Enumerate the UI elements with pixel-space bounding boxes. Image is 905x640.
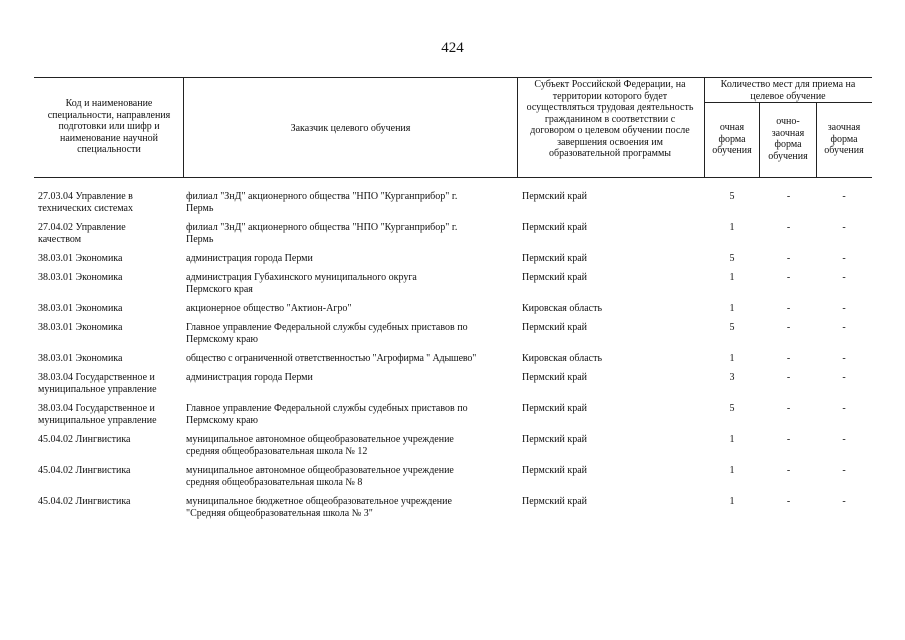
row-customer: администрация города Перми (186, 372, 313, 383)
row-customer: акционерное общество "Актион-Агро" (186, 303, 352, 314)
row-distance: - (842, 222, 846, 233)
row-part-time: - (786, 222, 791, 233)
row-region: Пермский край (522, 272, 587, 283)
row-full-time: 5 (729, 191, 735, 202)
row-region: Кировская область (522, 303, 603, 314)
row-code: 45.04.02 Лингвистика (38, 465, 131, 476)
row-part-time: - (786, 434, 791, 445)
row-part-time: - (786, 191, 791, 202)
row-distance: - (842, 191, 846, 202)
header-top-rule (34, 77, 872, 78)
header-bottom-rule (34, 177, 872, 178)
row-customer: администрация Губахинского муниципального округа Пермского края (186, 272, 417, 295)
row-customer: муниципальное бюджетное общеобразовательное учреждение "Средняя общеобразовательная школа № 3" (186, 496, 452, 519)
col-divider-4 (759, 102, 760, 177)
row-full-time: 1 (729, 303, 735, 314)
row-code: 45.04.02 Лингвистика (38, 496, 131, 507)
row-part-time: - (786, 322, 791, 333)
row-region: Кировская область (522, 353, 603, 364)
row-full-time: 1 (729, 465, 735, 476)
row-full-time: 3 (729, 372, 735, 383)
row-distance: - (842, 322, 846, 333)
header-distance: заочная форма обучения (824, 122, 864, 156)
row-customer: общество с ограниченной ответственностью "Агрофирма " Адышево" (186, 353, 477, 364)
header-part-time: очно-заочная форма обучения (768, 116, 808, 162)
row-customer: Главное управление Федеральной службы судебных приставов по Пермскому краю (186, 322, 468, 345)
row-code: 38.03.04 Государственное и муниципальное управление (38, 403, 157, 426)
row-distance: - (842, 353, 846, 364)
row-code: 38.03.01 Экономика (38, 303, 123, 314)
row-full-time: 5 (729, 322, 735, 333)
row-full-time: 1 (729, 353, 735, 364)
row-code: 38.03.01 Экономика (38, 272, 123, 283)
row-code: 38.03.01 Экономика (38, 253, 123, 264)
row-full-time: 1 (729, 496, 735, 507)
header-customer: Заказчик целевого обучения (290, 123, 411, 134)
row-customer: филиал "ЗнД" акционерного общества "НПО "Курганприбор" г. Пермь (186, 191, 458, 214)
row-code: 38.03.04 Государственное и муниципальное управление (38, 372, 157, 395)
row-part-time: - (786, 465, 791, 476)
row-distance: - (842, 253, 846, 264)
row-customer: муниципальное автономное общеобразовательное учреждение средняя общеобразовательная школа № 12 (186, 434, 454, 457)
row-region: Пермский край (522, 465, 587, 476)
row-part-time: - (786, 253, 791, 264)
row-distance: - (842, 434, 846, 445)
header-code: Код и наименование специальности, направления подготовки или шифр и наименование научной специальности (47, 98, 171, 155)
row-full-time: 5 (729, 403, 735, 414)
row-full-time: 1 (729, 434, 735, 445)
row-distance: - (842, 303, 846, 314)
col-divider-5 (816, 102, 817, 177)
header-full-time: очная форма обучения (712, 122, 752, 156)
row-customer: Главное управление Федеральной службы судебных приставов по Пермскому краю (186, 403, 468, 426)
row-region: Пермский край (522, 222, 587, 233)
row-code: 38.03.01 Экономика (38, 353, 123, 364)
row-region: Пермский край (522, 322, 587, 333)
row-customer: администрация города Перми (186, 253, 313, 264)
row-distance: - (842, 372, 846, 383)
row-distance: - (842, 496, 846, 507)
row-region: Пермский край (522, 253, 587, 264)
row-part-time: - (786, 403, 791, 414)
row-customer: муниципальное автономное общеобразовательное учреждение средняя общеобразовательная школа № 8 (186, 465, 454, 488)
header-places: Количество мест для приема на целевое обучение (720, 79, 856, 102)
row-customer: филиал "ЗнД" акционерного общества "НПО "Курганприбор" г. Пермь (186, 222, 458, 245)
row-code: 27.03.04 Управление в технических системах (38, 191, 133, 214)
row-part-time: - (786, 272, 791, 283)
row-code: 45.04.02 Лингвистика (38, 434, 131, 445)
row-part-time: - (786, 303, 791, 314)
row-region: Пермский край (522, 434, 587, 445)
row-code: 27.04.02 Управление качеством (38, 222, 126, 245)
row-full-time: 1 (729, 272, 735, 283)
row-full-time: 1 (729, 222, 735, 233)
page-number: 424 (441, 40, 464, 56)
header-region: Субъект Российской Федерации, на территории которого будет осуществляться трудовая деятельность гражданином в соответствии с договором о целевом обучении после завершения освоения им образовательной программы (526, 79, 694, 159)
row-region: Пермский край (522, 191, 587, 202)
col-divider-3 (704, 77, 705, 177)
row-part-time: - (786, 496, 791, 507)
row-region: Пермский край (522, 496, 587, 507)
row-code: 38.03.01 Экономика (38, 322, 123, 333)
row-part-time: - (786, 372, 791, 383)
col-divider-2 (517, 77, 518, 177)
row-full-time: 5 (729, 253, 735, 264)
row-distance: - (842, 272, 846, 283)
row-distance: - (842, 403, 846, 414)
row-region: Пермский край (522, 372, 587, 383)
row-distance: - (842, 465, 846, 476)
row-region: Пермский край (522, 403, 587, 414)
places-divider-rule (704, 102, 872, 103)
row-part-time: - (786, 353, 791, 364)
